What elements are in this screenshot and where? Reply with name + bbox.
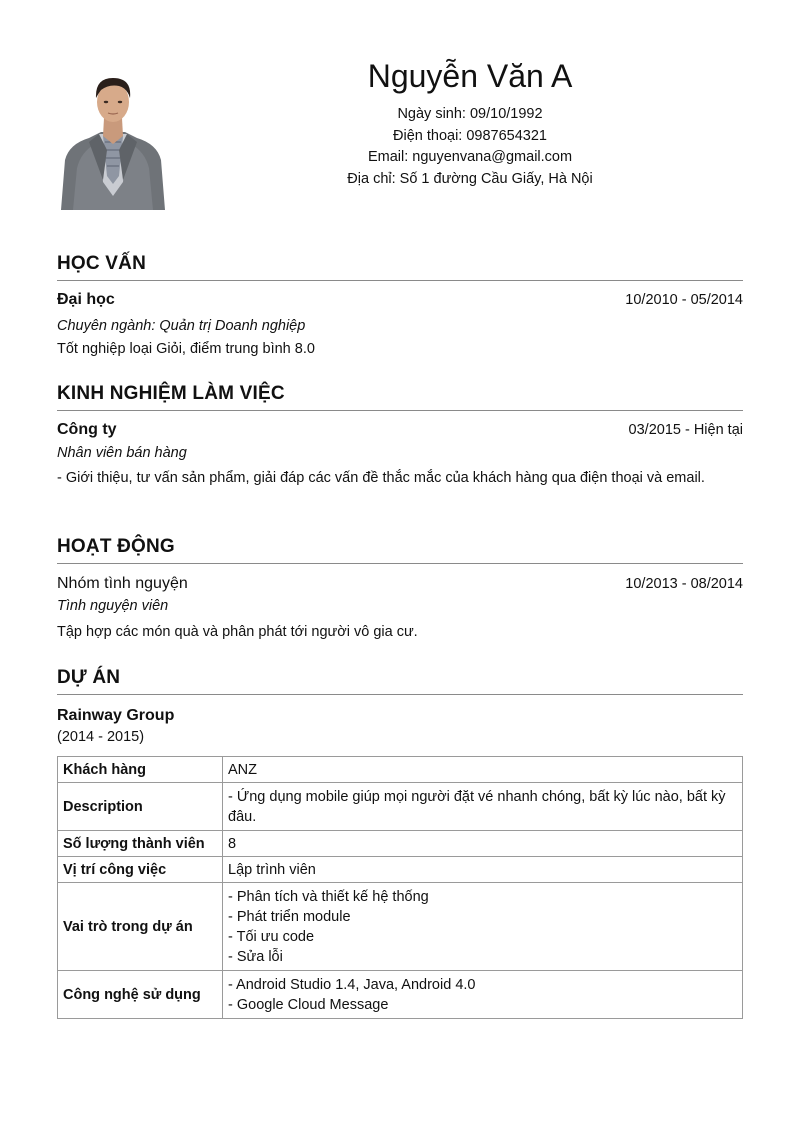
table-value-cell bbox=[223, 857, 743, 883]
table-row bbox=[58, 971, 743, 1019]
table-key-cell: Công nghệ sử dụng bbox=[58, 971, 223, 1019]
home-address: Địa chỉ: Số 1 đường Cầu Giấy, Hà Nội bbox=[347, 170, 593, 187]
company-name: Công ty bbox=[57, 421, 117, 438]
table-value-line: - Phát triển module bbox=[228, 908, 351, 925]
table-key-cell: Vai trò trong dự án bbox=[58, 883, 223, 971]
project-table bbox=[57, 756, 743, 1019]
table-value-cell bbox=[223, 783, 743, 831]
birth-date: Ngày sinh: 09/10/1992 bbox=[397, 106, 543, 122]
section-title: HỌC VẤN bbox=[57, 252, 743, 281]
table-value-cell bbox=[223, 971, 743, 1019]
table-value-line: - Tối ưu code bbox=[228, 928, 315, 945]
education-major: Chuyên ngành: Quản trị Doanh nghiệp bbox=[57, 318, 306, 334]
projects-section bbox=[57, 666, 743, 1019]
job-position: Nhân viên bán hàng bbox=[57, 445, 187, 461]
table-value-cell bbox=[223, 883, 743, 971]
table-row bbox=[58, 883, 743, 971]
table-key-cell: Description bbox=[58, 783, 223, 831]
section-title: KINH NGHIỆM LÀM VIỆC bbox=[57, 382, 743, 411]
table-row bbox=[58, 831, 743, 857]
table-key-cell: Số lượng thành viên bbox=[58, 831, 223, 857]
section-title: DỰ ÁN bbox=[57, 666, 743, 695]
contact-header bbox=[300, 56, 640, 190]
experience-section bbox=[57, 382, 743, 489]
table-key-cell: Vị trí công việc bbox=[58, 857, 223, 883]
table-value-line: 8 bbox=[228, 835, 237, 852]
table-value-line: - Ứng dụng mobile giúp mọi người đặt vé nhanh chóng, bất kỳ lúc nào, bất kỳ đâu. bbox=[228, 788, 726, 825]
school-name: Đại học bbox=[57, 291, 115, 308]
section-title: HOẠT ĐỘNG bbox=[57, 535, 743, 564]
portrait-image bbox=[59, 72, 167, 210]
activity-date: 10/2013 - 08/2014 bbox=[625, 576, 743, 592]
profile-photo bbox=[59, 72, 167, 210]
project-period: (2014 - 2015) bbox=[57, 729, 145, 745]
education-date: 10/2010 - 05/2014 bbox=[625, 292, 743, 308]
activity-detail: Tập hợp các món quà và phân phát tới người vô gia cư. bbox=[57, 624, 418, 640]
table-value-cell bbox=[223, 757, 743, 783]
phone-number: Điện thoại: 0987654321 bbox=[393, 127, 547, 144]
project-name: Rainway Group bbox=[57, 707, 175, 724]
email-address: Email: nguyenvana@gmail.com bbox=[367, 149, 573, 165]
table-value-line: Lập trình viên bbox=[228, 861, 316, 878]
table-row bbox=[58, 757, 743, 783]
job-description: - Giới thiệu, tư vấn sản phẩm, giải đáp các vấn đề thắc mắc của khách hàng qua điện thoại và email. bbox=[57, 470, 705, 486]
experience-date: 03/2015 - Hiện tại bbox=[628, 422, 743, 438]
education-section bbox=[57, 252, 743, 360]
table-value-cell bbox=[223, 831, 743, 857]
activity-org: Nhóm tình nguyện bbox=[57, 575, 188, 592]
table-value-line: - Phân tích và thiết kế hệ thống bbox=[228, 888, 429, 905]
table-value-line: - Google Cloud Message bbox=[228, 996, 389, 1013]
activity-role: Tình nguyện viên bbox=[57, 598, 169, 614]
table-value-line: - Android Studio 1.4, Java, Android 4.0 bbox=[228, 976, 476, 993]
table-row bbox=[58, 857, 743, 883]
table-row bbox=[58, 783, 743, 831]
table-value-line: ANZ bbox=[228, 761, 257, 778]
education-detail: Tốt nghiệp loại Giỏi, điểm trung bình 8.0 bbox=[57, 341, 315, 357]
activities-section bbox=[57, 535, 743, 643]
table-value-line: - Sửa lỗi bbox=[228, 948, 283, 965]
table-key-cell: Khách hàng bbox=[58, 757, 223, 783]
candidate-name: Nguyễn Văn A bbox=[367, 58, 573, 94]
